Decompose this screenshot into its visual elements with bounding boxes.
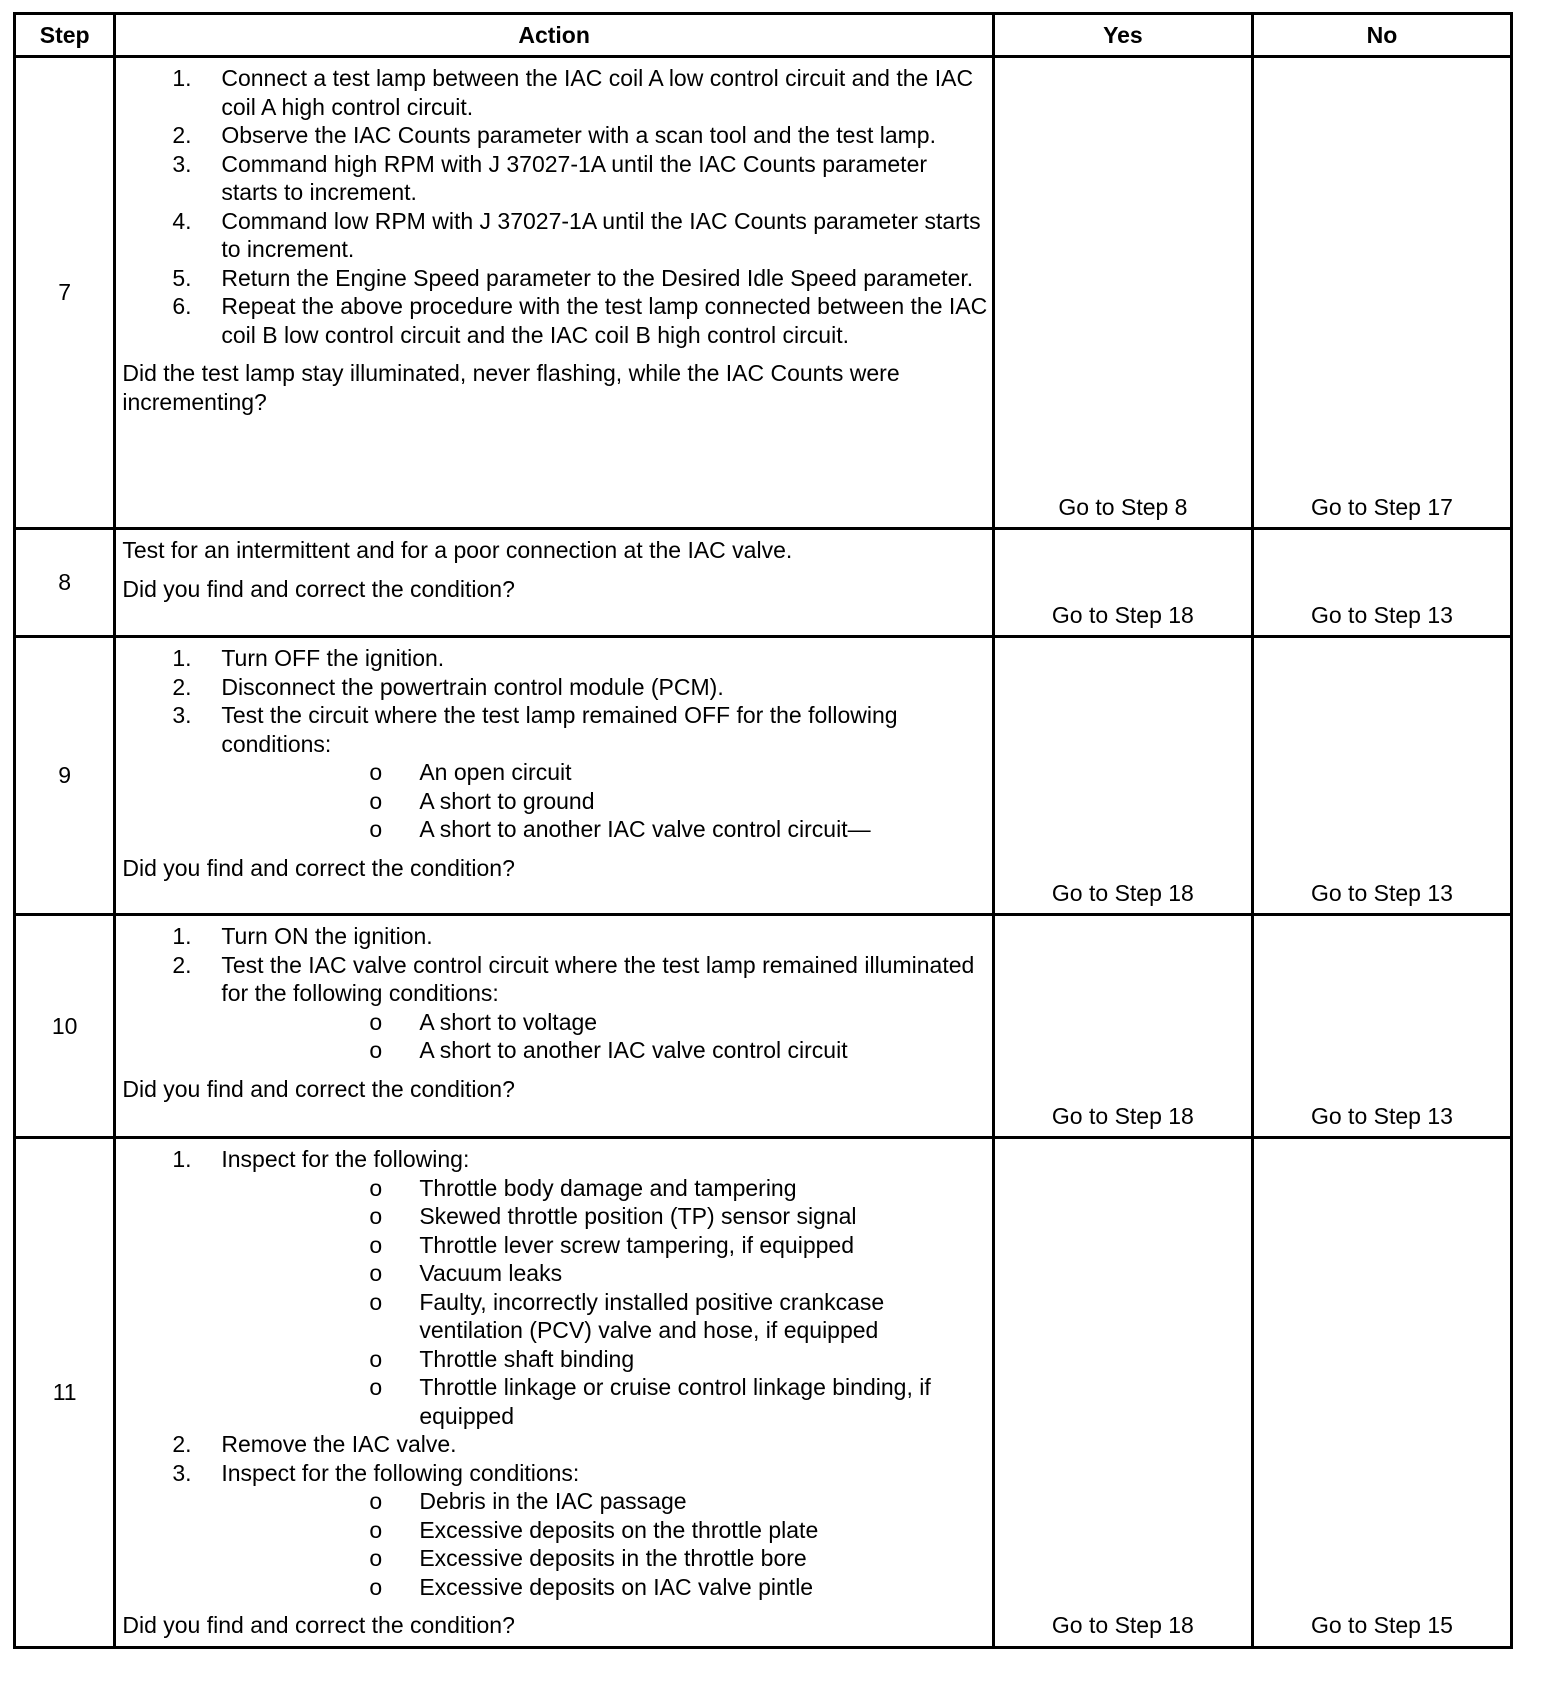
- item-number: 3.: [172, 150, 192, 177]
- bullet-icon: o: [369, 1545, 383, 1571]
- sub-item-text: Excessive deposits on the throttle plate: [419, 1516, 819, 1543]
- no-outcome: Go to Step 13: [1252, 915, 1511, 1138]
- list-item: [122, 701, 988, 844]
- item-number: 2.: [172, 122, 192, 148]
- list-item: [122, 264, 988, 293]
- bullet-icon: o: [369, 1516, 383, 1543]
- sub-item-text: Excessive deposits on IAC valve pintle: [419, 1573, 814, 1600]
- step-row: [15, 915, 1512, 1138]
- list-item: [122, 64, 988, 121]
- item-number: 1.: [172, 645, 192, 671]
- action-cell: [115, 1138, 994, 1648]
- list-item: [122, 292, 988, 349]
- list-item: [122, 1430, 988, 1459]
- yes-outcome: Go to Step 18: [993, 1138, 1252, 1648]
- sub-item: [221, 1174, 988, 1203]
- item-number: 1.: [172, 923, 192, 949]
- bullet-icon: o: [369, 1573, 383, 1600]
- sub-item-text: Throttle linkage or cruise control linkage binding, if equipped: [419, 1374, 931, 1429]
- step-row: [15, 57, 1512, 529]
- sub-item-text: Debris in the IAC passage: [419, 1488, 687, 1514]
- diagnostic-procedure-page: [13, 12, 1513, 1662]
- bullet-icon: o: [369, 1231, 383, 1258]
- action-cell: [115, 915, 994, 1138]
- sub-item-text: An open circuit: [419, 759, 572, 785]
- item-text: Turn OFF the ignition.: [221, 645, 445, 671]
- sub-list: [221, 1487, 988, 1601]
- bullet-icon: o: [369, 1288, 383, 1315]
- question-text: Did you find and correct the condition?: [122, 575, 515, 602]
- list-item: [122, 1145, 988, 1430]
- item-text: Inspect for the following conditions:: [221, 1459, 580, 1486]
- item-text: Remove the IAC valve.: [221, 1431, 457, 1457]
- sub-item-text: Skewed throttle position (TP) sensor signal: [419, 1203, 857, 1229]
- numbered-steps: [122, 644, 988, 844]
- item-number: 5.: [172, 264, 192, 291]
- item-number: 6.: [172, 293, 192, 319]
- item-text: Test the circuit where the test lamp remained OFF for the following conditions:: [221, 702, 898, 757]
- sub-item: [221, 758, 988, 787]
- list-item: [122, 951, 988, 1065]
- no-outcome: Go to Step 13: [1252, 529, 1511, 637]
- sub-list: [221, 1174, 988, 1431]
- bullet-icon: o: [369, 787, 383, 814]
- sub-item: [221, 1008, 988, 1037]
- item-number: 2.: [172, 673, 192, 700]
- sub-item: [221, 1259, 988, 1288]
- item-text: Turn ON the ignition.: [221, 923, 433, 949]
- step-row: [15, 529, 1512, 637]
- bullet-icon: o: [369, 1008, 383, 1035]
- sub-item: [221, 1573, 988, 1602]
- list-item: [122, 121, 988, 150]
- sub-item-text: A short to ground: [419, 787, 595, 814]
- diagnostic-table: [13, 12, 1513, 1649]
- sub-list: [221, 1008, 988, 1065]
- step-row: [15, 637, 1512, 915]
- item-text: Repeat the above procedure with the test lamp connected between the IAC coil B low control circuit and the IAC coil B high control circuit.: [221, 293, 988, 348]
- sub-item-text: Faulty, incorrectly installed positive crankcase ventilation (PCV) valve and hose, if equipped: [419, 1288, 885, 1343]
- question-text: Did the test lamp stay illuminated, never flashing, while the IAC Counts were incrementing?: [122, 360, 900, 415]
- sub-item-text: Throttle shaft binding: [419, 1345, 635, 1372]
- step-number: 10: [15, 915, 115, 1138]
- header-row: [15, 14, 1512, 57]
- question-text: Did you find and correct the condition?: [122, 1612, 515, 1638]
- list-item: [122, 673, 988, 702]
- item-number: 2.: [172, 1431, 192, 1457]
- no-outcome: Go to Step 13: [1252, 637, 1511, 915]
- yes-outcome: Go to Step 18: [993, 637, 1252, 915]
- list-item: [122, 150, 988, 207]
- item-number: 1.: [172, 1146, 192, 1172]
- sub-item: [221, 787, 988, 816]
- item-number: 3.: [172, 702, 192, 728]
- sub-item: [221, 1288, 988, 1345]
- list-item: [122, 922, 988, 951]
- step-number: 11: [15, 1138, 115, 1648]
- sub-item-text: A short to voltage: [419, 1008, 598, 1035]
- item-number: 3.: [172, 1459, 192, 1486]
- action-cell: [115, 57, 994, 529]
- yes-outcome: Go to Step 18: [993, 529, 1252, 637]
- item-number: 4.: [172, 207, 192, 234]
- question-text: Did you find and correct the condition?: [122, 1075, 515, 1102]
- question-text: Did you find and correct the condition?: [122, 854, 515, 881]
- bullet-icon: o: [369, 1374, 383, 1400]
- item-text: Connect a test lamp between the IAC coil A low control circuit and the IAC coil A high control circuit.: [221, 65, 974, 120]
- bullet-icon: o: [369, 1174, 383, 1201]
- item-text: Observe the IAC Counts parameter with a scan tool and the test lamp.: [221, 122, 936, 148]
- numbered-steps: [122, 922, 988, 1065]
- header-yes: Yes: [993, 14, 1252, 57]
- sub-item-text: A short to another IAC valve control circuit—: [419, 816, 871, 842]
- header-step: Step: [15, 14, 115, 57]
- sub-item: [221, 1373, 988, 1430]
- sub-item: [221, 1202, 988, 1231]
- sub-item: [221, 1487, 988, 1516]
- no-outcome: Go to Step 17: [1252, 57, 1511, 529]
- step-number: 8: [15, 529, 115, 637]
- action-cell: [115, 529, 994, 637]
- item-text: Test the IAC valve control circuit where the test lamp remained illuminated for the following conditions:: [221, 951, 975, 1006]
- list-item: [122, 644, 988, 673]
- no-outcome: Go to Step 15: [1252, 1138, 1511, 1648]
- bullet-icon: o: [369, 816, 383, 842]
- numbered-steps: [122, 1145, 988, 1601]
- sub-item-text: Vacuum leaks: [419, 1260, 563, 1286]
- sub-item: [221, 1516, 988, 1545]
- sub-item-text: Excessive deposits in the throttle bore: [419, 1545, 807, 1571]
- item-text: Return the Engine Speed parameter to the Desired Idle Speed parameter.: [221, 264, 974, 291]
- item-text: Disconnect the powertrain control module (PCM).: [221, 673, 724, 700]
- numbered-steps: [122, 64, 988, 349]
- bullet-icon: o: [369, 1203, 383, 1229]
- list-item: [122, 1459, 988, 1602]
- sub-item-text: Throttle lever screw tampering, if equipped: [419, 1231, 854, 1258]
- yes-outcome: Go to Step 18: [993, 915, 1252, 1138]
- bullet-icon: o: [369, 1037, 383, 1063]
- bullet-icon: o: [369, 1345, 383, 1372]
- sub-list: [221, 758, 988, 844]
- step-number: 9: [15, 637, 115, 915]
- header-no: No: [1252, 14, 1511, 57]
- action-cell: [115, 637, 994, 915]
- bullet-icon: o: [369, 1260, 383, 1286]
- item-number: 1.: [172, 65, 192, 91]
- step-row: [15, 1138, 1512, 1648]
- yes-outcome: Go to Step 8: [993, 57, 1252, 529]
- item-text: Command low RPM with J 37027-1A until the IAC Counts parameter starts to increment.: [221, 207, 981, 262]
- sub-item: [221, 1544, 988, 1573]
- step-number: 7: [15, 57, 115, 529]
- sub-item: [221, 1345, 988, 1374]
- sub-item-text: Throttle body damage and tampering: [419, 1174, 797, 1201]
- sub-item: [221, 1036, 988, 1065]
- sub-item: [221, 1231, 988, 1260]
- item-text: Command high RPM with J 37027-1A until the IAC Counts parameter starts to increment.: [221, 150, 928, 205]
- bullet-icon: o: [369, 1488, 383, 1514]
- sub-item-text: A short to another IAC valve control circuit: [419, 1037, 848, 1063]
- intro-text: Test for an intermittent and for a poor connection at the IAC valve.: [122, 537, 793, 563]
- list-item: [122, 207, 988, 264]
- sub-item: [221, 815, 988, 844]
- item-text: Inspect for the following:: [221, 1146, 470, 1172]
- header-action: Action: [115, 14, 994, 57]
- item-number: 2.: [172, 951, 192, 978]
- bullet-icon: o: [369, 759, 383, 785]
